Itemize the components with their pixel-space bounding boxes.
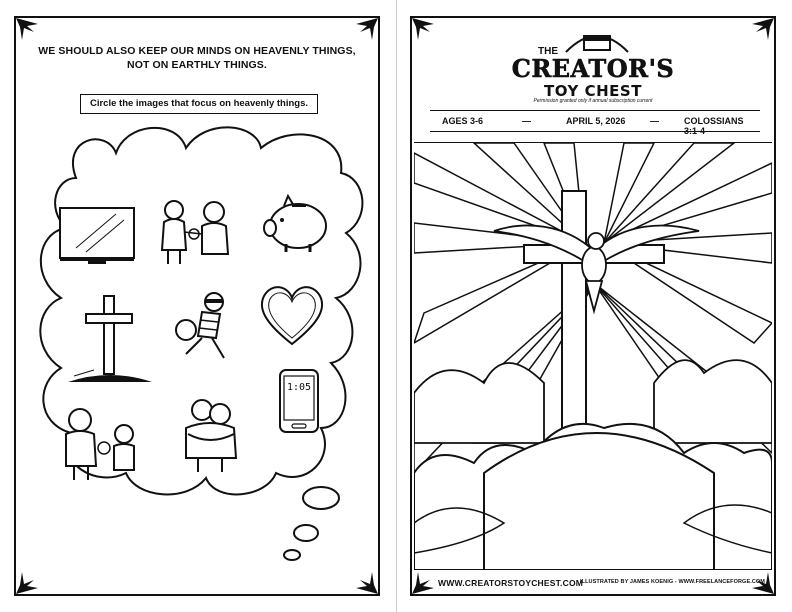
page-fold: [396, 0, 397, 612]
separator: —: [650, 116, 659, 126]
corner-leaf-icon: [752, 18, 774, 40]
children-helping-icon[interactable]: [56, 404, 146, 484]
instruction-box: Circle the images that focus on heavenly things.: [80, 94, 318, 114]
heading-line-1: WE SHOULD ALSO KEEP OUR MINDS ON HEAVENLY THINGS,: [38, 45, 356, 57]
permission-note: Permission granted only if annual subscription current: [533, 98, 653, 104]
heart-icon[interactable]: [256, 282, 328, 348]
activity-page: [14, 16, 380, 596]
heading-line-2: NOT ON EARTHLY THINGS.: [127, 59, 267, 71]
corner-leaf-icon: [412, 572, 434, 594]
info-bar: [430, 110, 760, 136]
footer-website-link[interactable]: WWW.CREATORSTOYCHEST.COM: [438, 578, 584, 588]
television-icon[interactable]: [56, 204, 138, 274]
coloring-page: [410, 16, 776, 596]
cross-icon[interactable]: [64, 290, 156, 386]
cross-dove-icon: [414, 143, 772, 570]
toy-chest-logo-icon: [562, 26, 632, 54]
coloring-artwork: [414, 142, 772, 570]
piggy-bank-icon[interactable]: [260, 192, 332, 256]
smartphone-outline: [278, 368, 320, 434]
phone-time: 1:05: [286, 382, 312, 393]
footer-credit: ILLUSTRATED BY JAMES KOENIG - WWW.FREELANCEFORGE.COM: [580, 579, 765, 585]
scripture-reference: COLOSSIANS 3:1-4: [684, 116, 744, 136]
brand-subtitle: TOY CHEST: [544, 82, 642, 100]
children-hugging-icon[interactable]: [176, 394, 246, 474]
children-sharing-icon[interactable]: [156, 194, 238, 270]
smartphone-icon[interactable]: [278, 368, 320, 434]
brand-the: THE: [538, 46, 558, 57]
separator: —: [522, 116, 531, 126]
brand-title: CREATOR'S: [511, 54, 675, 83]
lesson-date: APRIL 5, 2026: [566, 116, 626, 126]
thief-running-icon[interactable]: [166, 290, 238, 362]
corner-leaf-icon: [412, 18, 434, 40]
age-range: AGES 3-6: [442, 116, 484, 126]
